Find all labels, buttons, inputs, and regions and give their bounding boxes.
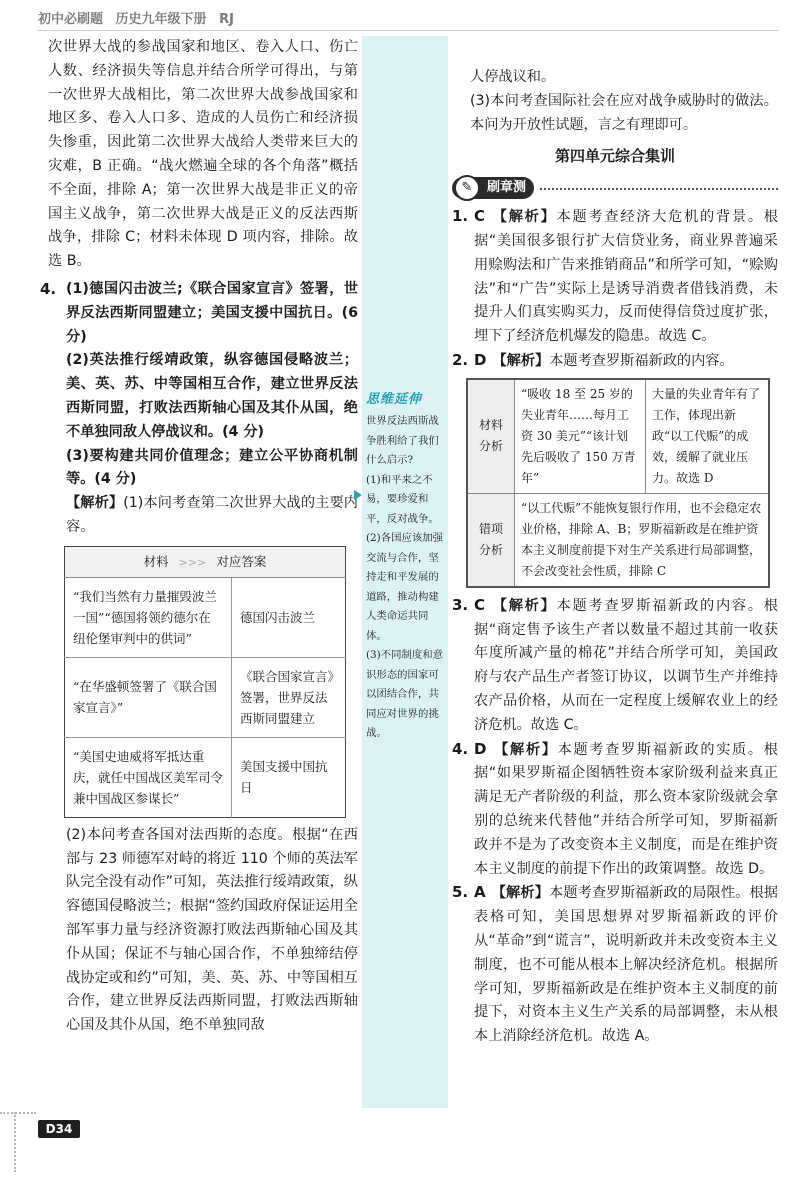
unit-title: 第四单元综合集训 — [554, 147, 675, 166]
list-item — [452, 738, 778, 882]
table-row — [65, 737, 346, 817]
item-answer: C — [474, 595, 486, 614]
item-text: 本题考查罗斯福新政的实质。根据“如果罗斯福企图牺牲资本家阶级利益来真正满足无产者阶级的利益，那么资本家阶级就会拿别的总统来代替他”并结合所学可知，罗斯福新政并不是为了改变资本主义制度，而是在维护资本主义制度的前提下作出的政策调整。故选 D。 — [474, 741, 778, 877]
analysis-1 — [48, 492, 358, 540]
sidebar-text — [366, 412, 444, 744]
table-cell-answer: 德国闪击波兰 — [232, 577, 346, 657]
analysis-label: 【解析】 — [492, 741, 558, 758]
arrows-icon: >>> — [178, 555, 207, 569]
table-cell-answer: 美国支援中国抗日 — [232, 737, 346, 817]
table-row — [65, 657, 346, 737]
table-cell-material: “在华盛顿签署了《联合国家宣言》” — [65, 657, 232, 737]
sidebar-title: 思维延伸 — [366, 392, 423, 407]
item-text: 本题考查经济大危机的背景。根据“美国很多银行扩大信贷业务，商业界普遍采用赊购法和广告来推销商品”和所学可知，“赊购法”和“广告”实际上是诱导消费者借钱消费，未提升人们真实购买力，反而使得信贷过度扩张，埋下了经济危机爆发的隐患。故选 C。 — [474, 209, 778, 345]
analysis-1-text: (1)本问考查第二次世界大战的主要内容。 — [66, 495, 358, 535]
dotted-divider — [540, 188, 778, 190]
edge-dotted-line — [14, 1112, 18, 1172]
table-header-row — [65, 546, 346, 577]
item-number: 4. — [452, 739, 469, 758]
answer-part-1: (1)德国闪击波兰;《联合国家宣言》签署，世界反法西斯同盟建立；美国支援中国抗日。(6 分) — [66, 280, 358, 345]
q3-tail-text: 次世界大战的参战国家和地区、卷入人口、伤亡人数、经济损失等信息并结合所学可得出，与第一次世界大战相比，第二次世界大战参战国家和地区多、卷入人口多、造成的人员伤亡和经济损失惨重，因此第二次世界大战给人类带来巨大的灾难，B 正确。“战火燃遍全球的各个角落”概括不全面，排除 A；第一次世界大战是非正义的帝国主义战争，第二次世界大战是正义的反法西斯战争，排除 C；材料未体现 D 项内容，排除。故选 B。 — [48, 39, 358, 270]
item-answer: D — [474, 350, 487, 369]
item-answer: C — [474, 207, 486, 226]
question-number: 4. — [40, 279, 57, 298]
header-series: 初中必刷题 — [38, 12, 104, 27]
table-row — [467, 379, 769, 494]
item-number: 1. — [452, 207, 469, 226]
sidebar-point-1: (1)和平来之不易，要珍爱和平，反对战争。 — [366, 473, 439, 525]
right-column — [452, 66, 778, 1049]
item-text: 本题考查罗斯福新政的内容。根据“商定售予该生产者以数量不超过其前一收获年度所减产量的棉花”并结合所学可知，美国政府与农产品生产者签订协议，以调节生产并维持农产品价格，从而在一定程度上缓解农业上的经济危机。故选 C。 — [474, 597, 778, 733]
item-number: 3. — [452, 595, 469, 614]
table-header — [65, 546, 346, 577]
label-wrong-option-analysis: 错项分析 — [467, 493, 515, 587]
table-cell-quote: “吸收 18 至 25 岁的失业青年……每月工资 30 美元”“该计划先后吸收了 150 万青年” — [515, 379, 646, 494]
list-item — [452, 205, 778, 349]
table-col-answer: 对应答案 — [216, 553, 267, 569]
analysis-label: 【解析】 — [491, 885, 550, 902]
analysis-label: 【解析】 — [491, 597, 557, 614]
q4-tail-text: 人停战议和。 — [470, 69, 556, 85]
item-number: 5. — [452, 883, 469, 902]
analysis-label: 【解析】 — [492, 352, 550, 369]
table-row — [467, 493, 769, 587]
sidebar-question: 世界反法西斯战争胜利给了我们什么启示? — [366, 415, 439, 466]
label-material-analysis: 材料分析 — [467, 379, 515, 494]
table-col-material: 材料 — [143, 553, 169, 569]
table-cell-answer: 《联合国家宣言》签署，世界反法西斯同盟建立 — [232, 657, 346, 737]
sidebar-point-3: (3)不同制度和意识形态的国家可以团结合作，共同应对世界的挑战。 — [366, 649, 444, 739]
brush-icon: ✎ — [454, 175, 480, 201]
answer-part-2: (2)英法推行绥靖政策，纵容德国侵略波兰；美、英、苏、中等国相互合作，建立世界反法西斯同盟，打败法西斯轴心国及其仆从国，绝不单独同敌人停战议和。(4 分) — [66, 352, 358, 440]
table-row — [65, 577, 346, 657]
item-answer: A — [474, 883, 486, 902]
analysis-table — [466, 378, 770, 588]
item-answer: D — [474, 739, 487, 758]
page-header — [38, 8, 778, 31]
page-number: D34 — [38, 1120, 80, 1138]
table-cell-material: “我们当然有力量摧毁波兰一国”“德国将领约德尔在纽伦堡审判中的供词” — [65, 577, 232, 657]
item-text: 本题考查罗斯福新政的局限性。根据表格可知，美国思想界对罗斯福新政的评价从“革命”到“谎言”，说明新政并未改变资本主义制度，也不可能从根本上解决经济危机。根据所学可知，罗斯福新政是在维护资本主义制度的前提下，对资本主义生产关系的局部调整，未从根本上消除经济危机。故选 A。 — [474, 885, 778, 1045]
corner-dotted-line — [0, 1112, 36, 1114]
list-item — [452, 881, 778, 1049]
question-4 — [40, 278, 358, 492]
analysis-label: 【解析】 — [66, 495, 124, 512]
material-answer-table — [64, 546, 346, 818]
item-number: 2. — [452, 350, 469, 369]
header-subject: 历史九年级下册 — [115, 12, 207, 27]
chapter-test-bar — [452, 175, 778, 201]
answer-part-3: (3)要构建共同价值理念；建立公平协商机制等。(4 分) — [66, 447, 358, 488]
table-cell-material: “美国史迪威将军抵达重庆，就任中国战区美军司令兼中国战区参谋长” — [65, 737, 232, 817]
table-cell-conclusion: 大量的失业青年有了工作，体现出新政“以工代赈”的成效，缓解了就业压力。故选 D — [646, 379, 770, 494]
list-item — [452, 594, 778, 738]
triangle-arrow-icon — [354, 490, 362, 500]
header-edition: RJ — [219, 12, 234, 27]
left-column — [40, 36, 358, 1038]
analysis-label: 【解析】 — [491, 209, 557, 226]
analysis-3-text: (3)本问考查国际社会在应对战争威胁时的做法。本问为开放性试题，言之有理即可。 — [470, 92, 778, 133]
table-cell-wrong-options: “以工代赈”不能恢复银行作用，也不会稳定农业价格，排除 A、B；罗斯福新政是在维护资本主义制度前提下对生产关系进行局部调整，不会改变社会性质，排除 C — [515, 493, 770, 587]
chapter-badge: 刷章测 — [452, 177, 534, 199]
sidebar-point-2: (2)各国应该加强交流与合作，坚持走和平发展的道路，推动构建人类命运共同体。 — [366, 532, 444, 642]
list-item — [452, 349, 778, 374]
item-text: 本题考查罗斯福新政的内容。 — [549, 352, 734, 369]
analysis-2-text: (2)本问考查各国对法西斯的态度。根据“在西部与 23 师德军对峙的将近 110 个师的英法军队完全没有动作”可知，英法推行绥靖政策，纵容德国侵略波兰；根据“签约国政府保证运用全部军事力量与经济资源打败法西斯轴心国及其仆从国；保证不与轴心国合作，不单独缔结停战协定或和约”可知，美、英、苏、中等国相互合作，建立世界反法西斯同盟，打败法西斯轴心国及其仆从国，绝不单独同敌 — [66, 826, 358, 1034]
